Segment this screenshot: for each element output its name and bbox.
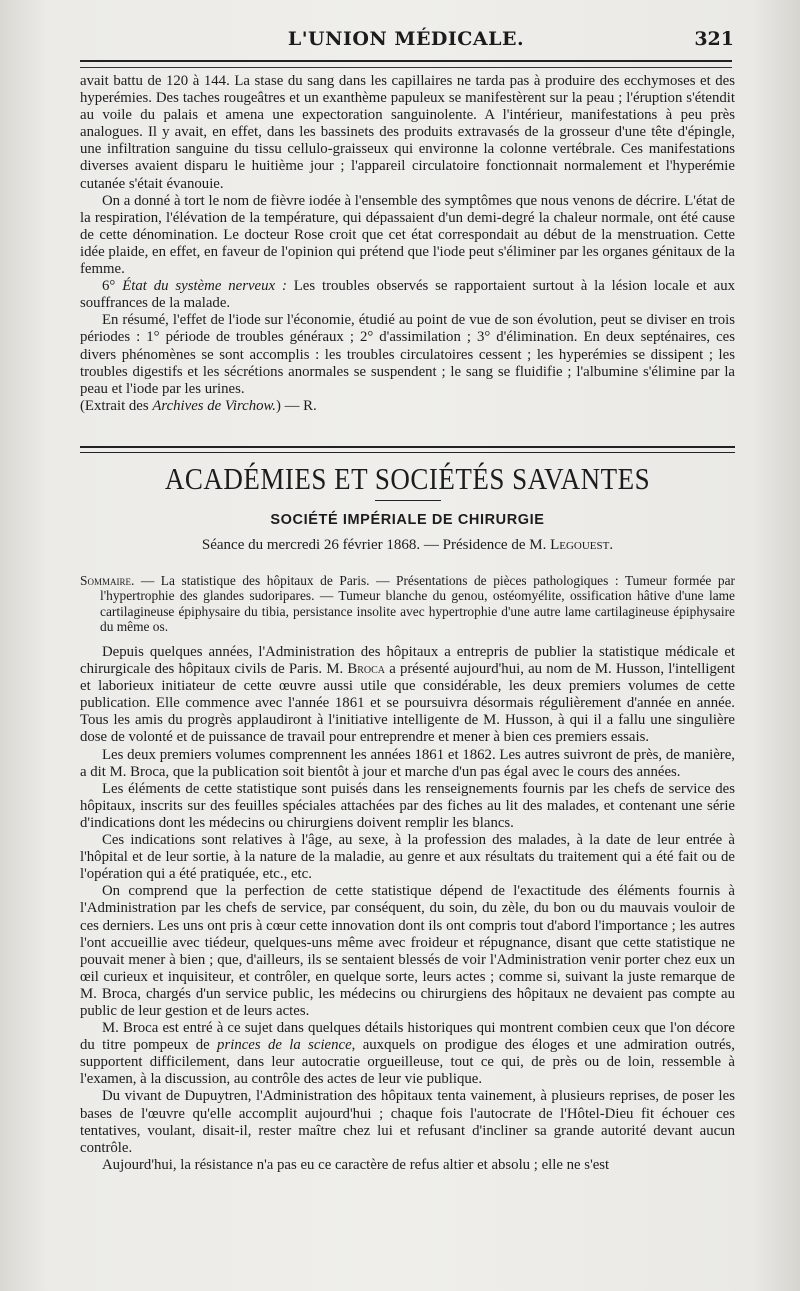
society-report [80, 644, 735, 1174]
paragraph: Du vivant de Dupuytren, l'Administration des hôpitaux tenta vainement, à plusieurs reprises, de poser les bases de l'œuvre qu'elle accomplit aujourd'hui ; chaque fois l'autocrate de l'Hôtel-Dieu fit échouer ces tentatives, voulant, disait-il, rester maître chez lui et refusant d'incliner sa grande autorité devant aucun contrôle. [80, 1088, 735, 1156]
paragraph: Ces indications sont relatives à l'âge, au sexe, à la profession des malades, à la date de leur entrée à l'hôpital et de leur sortie, à la nature de la maladie, au genre et aux résultats du traitement qui a été fait ou de l'opération qui a été pratiquée, etc., etc. [80, 832, 735, 883]
section-short-rule [375, 500, 441, 501]
section-rule [80, 446, 735, 448]
paragraph: On comprend que la perfection de cette statistique dépend de l'exactitude des éléments fournis à l'Administration par les chefs de service, par conséquent, du soin, du zèle, du bon ou du mauvais vouloir de ces derniers. Les uns ont pris à cœur cette innovation dont ils ont compris tout d'abord l'importance ; les autres l'ont accueillie avec tiédeur, quelques-uns même avec froideur et répugnance, disant que cette statistique ne pouvait mener à bien ; que, d'ailleurs, ils se sentaient blessés de voir l'Administration venir porter chez eux un œil curieux et inquisiteur, et contrôler, en quelque sorte, leurs actes ; comme si, suivant la juste remarque de M. Broca, chargés d'un service public, les médecins ou chirurgiens des hôpitaux ne devaient pas compte au public de leur gestion et de leurs actes. [80, 883, 735, 1019]
header-rule-thin [80, 67, 732, 68]
person-name: Broca [347, 661, 386, 678]
page-number: 321 [694, 28, 734, 50]
header-rule [80, 60, 732, 62]
seance-end: . [609, 537, 614, 553]
paragraph: Aujourd'hui, la résistance n'a pas eu ce caractère de refus altier et absolu ; elle ne s'est [102, 1156, 610, 1173]
paragraph: On a donné à tort le nom de fièvre iodée à l'ensemble des symptômes que nous venons de décrire. L'état de la respiration, l'élévation de la température, qui dépassaient d'un demi-degré la chaleur normale, ont été cause de cette dénomination. Le docteur Rose croit que cet état correspondait au début de la menstruation. Cette idée plaide, en effet, en faveur de l'opinion qui prétend que l'iode peut s'éliminer par les organes génitaux de la femme. [80, 192, 735, 278]
emphasis: princes de la science [217, 1037, 352, 1054]
page-header [78, 22, 734, 52]
seance-line [80, 537, 735, 554]
item-text: Les troubles observés se rapportaient surtout à la lésion locale et aux souffrances de la malade. [80, 278, 735, 312]
text-run: M. Broca est entré à ce sujet dans quelques détails historiques qui montrent combien ceux que l'on décore du titre pompeux de [80, 1020, 735, 1054]
extract-citation [80, 398, 735, 415]
article-continuation [80, 73, 735, 415]
citation-source: Archives de Virchow. [152, 397, 277, 414]
paragraph: avait battu de 120 à 144. La stase du sang dans les capillaires ne tarda pas à produire des ecchymoses et des hyperémies. Des taches rougeâtres et un exanthème papuleux se manifestèrent sur la peau ; l'éruption s'étendit au voile du palais et amena une expectoration sanguinolente. A l'intérieur, manifestations à peu près analogues. Il y avait, en effet, dans les bassinets des produits extravasés de la grosseur d'une tête d'épingle, une infiltration sanguine du tissu cellulo-graisseux qui environne la colonne vertébrale. Ces manifestations diverses avaient disparu le huitième jour ; l'appareil circulatoire fonctionnait normalement et l'hyperémie cutanée s'était évanouie. [80, 73, 735, 192]
citation-open: (Extrait des [80, 397, 153, 414]
president-name: Legouest [550, 537, 610, 553]
section-title: ACADÉMIES ET SOCIÉTÉS SAVANTES [164, 462, 651, 496]
item-title: État du système nerveux : [122, 278, 287, 295]
paragraph-nervous-system [80, 278, 735, 312]
summary-block [80, 573, 735, 634]
summary-label: Sommaire. [80, 573, 135, 588]
summary-text: — La statistique des hôpitaux de Paris. — Présentations de pièces pathologiques : Tumeur formée par l'hypertrophie des glandes sudoripares. — Tumeur blanche du genou, ostéomyélite, ossification hâtive d'une lame cartilagineuse épiphysaire du tibia, persistance insolite avec hypertrophie d'une autre lame cartilagineuse épiphysaire du même os. [100, 573, 735, 634]
society-name: SOCIÉTÉ IMPÉRIALE DE CHIRURGIE [270, 512, 545, 528]
paragraph: Les éléments de cette statistique sont puisés dans les renseignements fournis par les chefs de service des hôpitaux, inscrits sur des feuilles spéciales attachées par des fiches au lit des malades, et contenant une série d'indications dont les médecins ou chirurgiens doivent remplir les blancs. [80, 780, 735, 831]
paragraph: Les deux premiers volumes comprennent les années 1861 et 1862. Les autres suivront de près, de manière, a dit M. Broca, que la publication soit bientôt à jour et marche d'un pas égal avec le cours des années. [80, 746, 735, 780]
paragraph [80, 644, 735, 747]
section-rule-thin [80, 452, 735, 453]
summary-paragraph [80, 573, 735, 634]
seance-text: Séance du mercredi 26 février 1868. — Présidence de M. [201, 537, 551, 553]
text-run: Depuis quelques années, l'Administration des hôpitaux a entrepris de publier la statistique médicale et chirurgicale des hôpitaux civils de Paris. M. [80, 644, 735, 678]
text-run: , auxquels on prodigue des éloges et une admiration outrés, supportent difficilement, dans leur autocratie orgueilleuse, tout ce qui, de près ou de loin, ressemble à l'examen, à la discussion, au contrôle des actes de leur vie publique. [80, 1037, 736, 1088]
text-run: a présenté aujourd'hui, au nom de M. Husson, l'intelligent et laborieux initiateur de cette œuvre aussi utile que considérable, les deux premiers volumes de cette publication. Elle commence avec l'année 1861 et se poursuivra désormais régulièrement d'année en année. Tous les amis du progrès applaudiront à l'initiative intelligente de M. Husson, à qui il a fallu une singulière dose de volonté et de puissance de travail pour entreprendre et mener à bien ces premiers essais. [80, 661, 735, 746]
item-number: 6° [102, 278, 123, 295]
running-title: L'UNION MÉDICALE. [287, 28, 525, 50]
paragraph-resume: En résumé, l'effet de l'iode sur l'économie, étudié au point de vue de son évolution, peut se diviser en trois périodes : 1° période de troubles généraux ; 2° d'assimilation ; 3° d'élimination. En deux septénaires, ces divers phénomènes se sont accomplis : les troubles circulatoires cessent ; les hyperémies se dissipent ; les troubles digestifs et les sécrétions anormales se suspendent ; le sang se fluidifie ; l'albumine s'élimine par la peau et l'iode par les urines. [80, 312, 735, 397]
paragraph [80, 1020, 735, 1088]
citation-close: ) — R. [276, 397, 317, 414]
